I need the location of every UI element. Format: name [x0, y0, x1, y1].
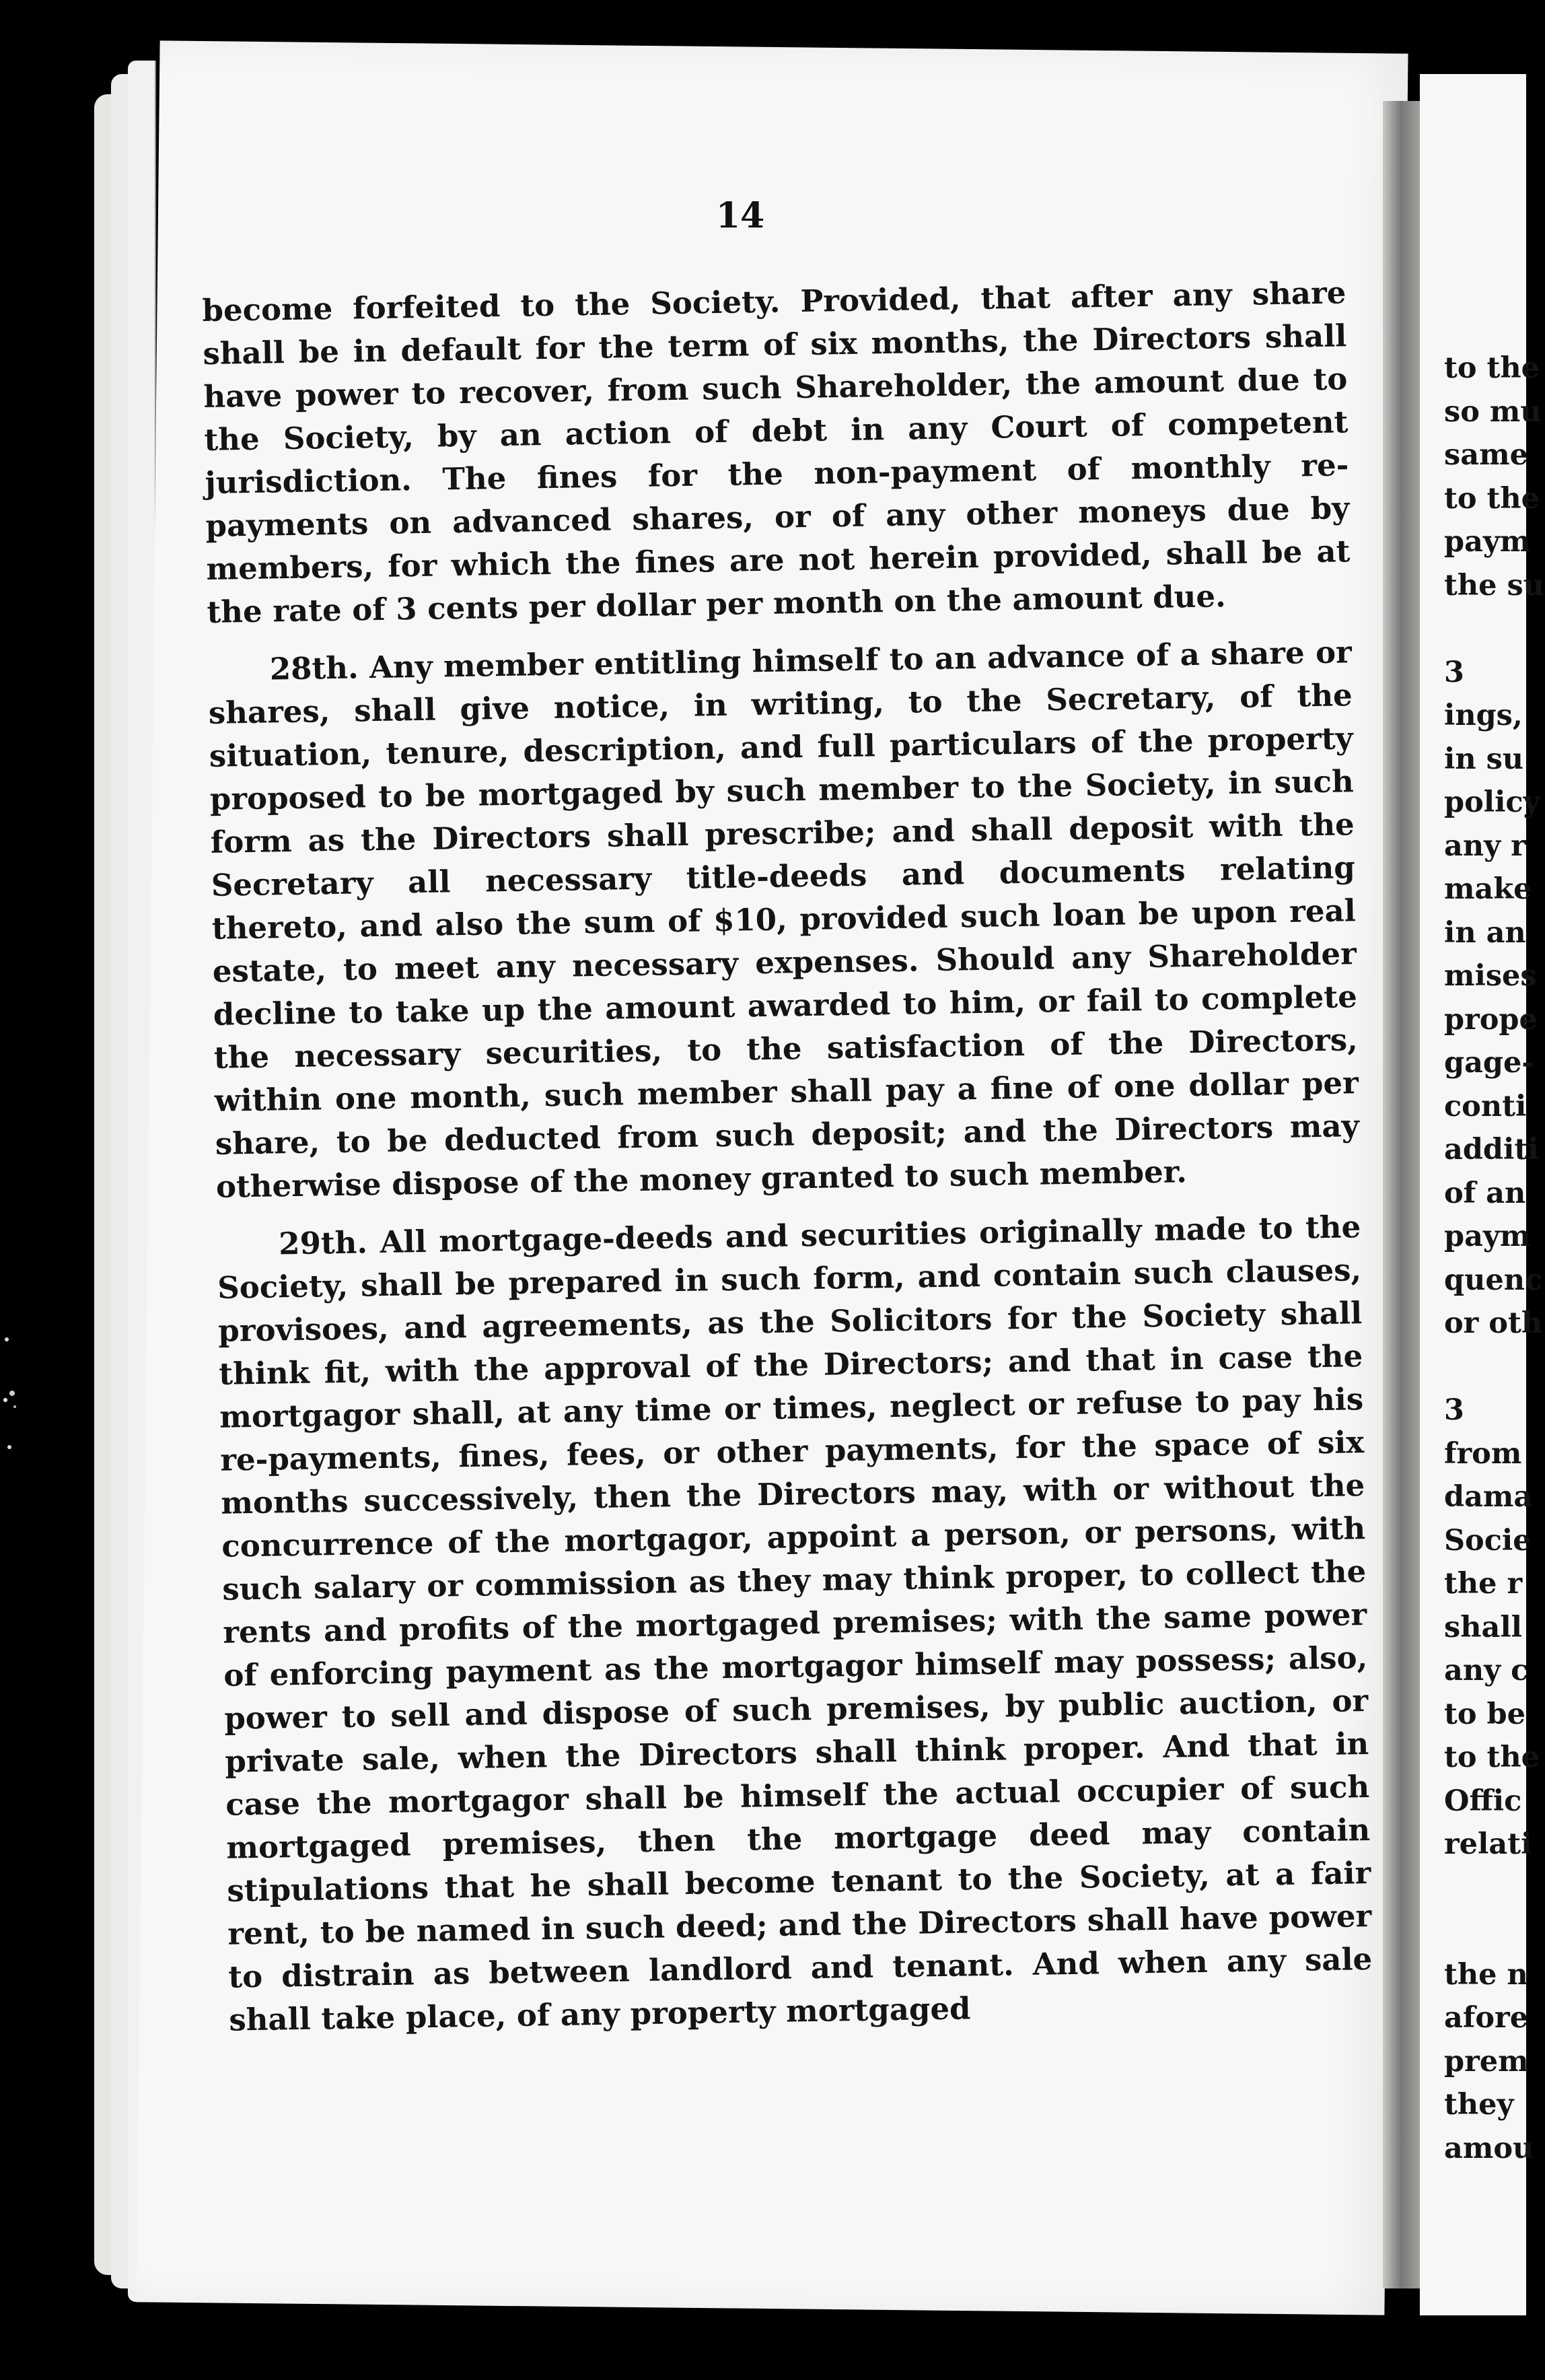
facing-page-fragment: 3: [1444, 1393, 1464, 1427]
facing-page-fragment: prem: [1444, 2044, 1529, 2078]
facing-page-fragment: so mu: [1444, 394, 1542, 429]
facing-page-fragment: [1444, 1866, 1545, 1910]
facing-page-fragment: dama: [1444, 1480, 1533, 1514]
page-body: [202, 271, 1373, 2056]
facing-page-fragment: shall: [1444, 1610, 1523, 1644]
article-number: 28th.: [269, 650, 359, 687]
facing-page-fragment: [1444, 607, 1545, 651]
facing-page-fragment: gage-: [1444, 1046, 1534, 1080]
facing-page-fragment: the su: [1444, 568, 1544, 602]
page-number: 14: [715, 195, 765, 236]
facing-page-fragment: ings,: [1444, 699, 1523, 732]
facing-page-fragment: mises: [1444, 959, 1537, 993]
facing-page-fragment: in su: [1444, 742, 1524, 776]
article-number: 29th.: [278, 1224, 368, 1262]
facing-page-text: [1444, 347, 1545, 2170]
facing-page-fragment: 3: [1444, 655, 1464, 689]
facing-page-fragment: the n: [1444, 1957, 1528, 1992]
facing-page-fragment: to be: [1444, 1697, 1525, 1731]
facing-page-fragment: to the: [1444, 481, 1540, 516]
paragraph-article-28: [207, 631, 1360, 1209]
facing-page-fragment: [1444, 1345, 1545, 1389]
facing-page-fragment: relati: [1444, 1827, 1532, 1861]
facing-page-fragment: same: [1444, 438, 1528, 472]
facing-page-fragment: to the: [1444, 1741, 1540, 1774]
facing-page-fragment: afore: [1444, 2001, 1529, 2035]
facing-page-fragment: they: [1444, 2088, 1514, 2122]
facing-page-fragment: paym: [1444, 1220, 1531, 1253]
scan-specks: [0, 1319, 27, 1467]
paragraph-text: become forfeited to the Society. Provided, that after any share shall be in default for the term of six months, the Directors shall have power to recover, from such Shareholder, the amount due to the Society, by an action of debt in any Court of competent jurisdiction. The fines for the non-payment of monthly re-payments on advanced shares, or of any other moneys due by members, for which the fines are not herein provided, shall be at the rate of 3 cents per dollar per month on the amount due.: [202, 275, 1351, 630]
facing-page-fragment: prope: [1444, 1002, 1538, 1037]
facing-page: [1420, 74, 1544, 2315]
facing-page-fragment: quenc: [1444, 1263, 1543, 1297]
paragraph-text: All mortgage-deeds and securities originally made to the Society, shall be prepared in such form, and contain such clauses, provisoes, and agreements, as the Solicitors for the Society shall think fit, with the approval of the Directors; and that in case the mortgagor shall, at any time or times, neglect or refuse to pay his re-payments, fines, fees, or other payments, for the space of six months successively, then the Directors may, with or without the concurrence of the mortgagor, appoint a person, or persons, with such salary or commission as they may think proper, to collect the rents and profits of the mortgaged premises; with the same power of enforcing payment as the mortgagor himself may possess; also, power to sell and dispose of such premises, by public auction, or private sale, when the Directors shall think proper. And that in case the mortgagor shall be himself the actual occupier of such mortgaged premises, then the mortgage deed may contain stipulations that he shall become tenant to the Society, at a fair rent, to be named in such deed; and the Directors shall have power to distrain as between landlord and tenant. And when any sale shall take place, of any property mortgaged: [217, 1209, 1373, 2038]
facing-page-fragment: of an: [1444, 1176, 1526, 1210]
facing-page-fragment: any c: [1444, 1654, 1529, 1687]
facing-page-fragment: the r: [1444, 1567, 1523, 1601]
facing-page-fragment: conti: [1444, 1089, 1527, 1123]
facing-page-fragment: additi: [1444, 1133, 1539, 1166]
paragraph-text: Any member entitling himself to an advance of a share or shares, shall give notice, in writing, to the Secretary, of the situation, tenure, description, and full particulars of the property proposed to be mortgaged by such member to the Society, in such form as the Directors shall prescribe; and shall deposit with the Secretary all necessary title-deeds and documents relating thereto, and also the sum of $10, provided such loan be upon real estate, to meet any necessary expenses. Should any Shareholder decline to take up the amount awarded to him, or fail to complete the necessary securities, to the satisfaction of the Directors, within one month, such member shall pay a fine of one dollar per share, to be deducted from such deposit; and the Directors may otherwise dispose of the money granted to such member.: [208, 634, 1360, 1205]
facing-page-fragment: policy: [1444, 785, 1540, 819]
book-gutter: [1383, 101, 1423, 2288]
paragraph-continuation: [202, 271, 1351, 634]
facing-page-fragment: any r: [1444, 829, 1526, 863]
facing-page-fragment: from: [1444, 1436, 1522, 1471]
facing-page-fragment: Socie: [1444, 1523, 1532, 1558]
facing-page-fragment: in an: [1444, 915, 1526, 950]
facing-page-fragment: to the: [1444, 351, 1540, 385]
facing-page-fragment: paym: [1444, 525, 1531, 559]
paragraph-article-29: [217, 1205, 1373, 2042]
facing-page-fragment: amou: [1444, 2131, 1534, 2165]
facing-page-fragment: or oth: [1444, 1306, 1543, 1340]
facing-page-fragment: make: [1444, 872, 1532, 906]
facing-page-fragment: [1444, 1910, 1545, 1953]
facing-page-fragment: Offic: [1444, 1784, 1522, 1818]
